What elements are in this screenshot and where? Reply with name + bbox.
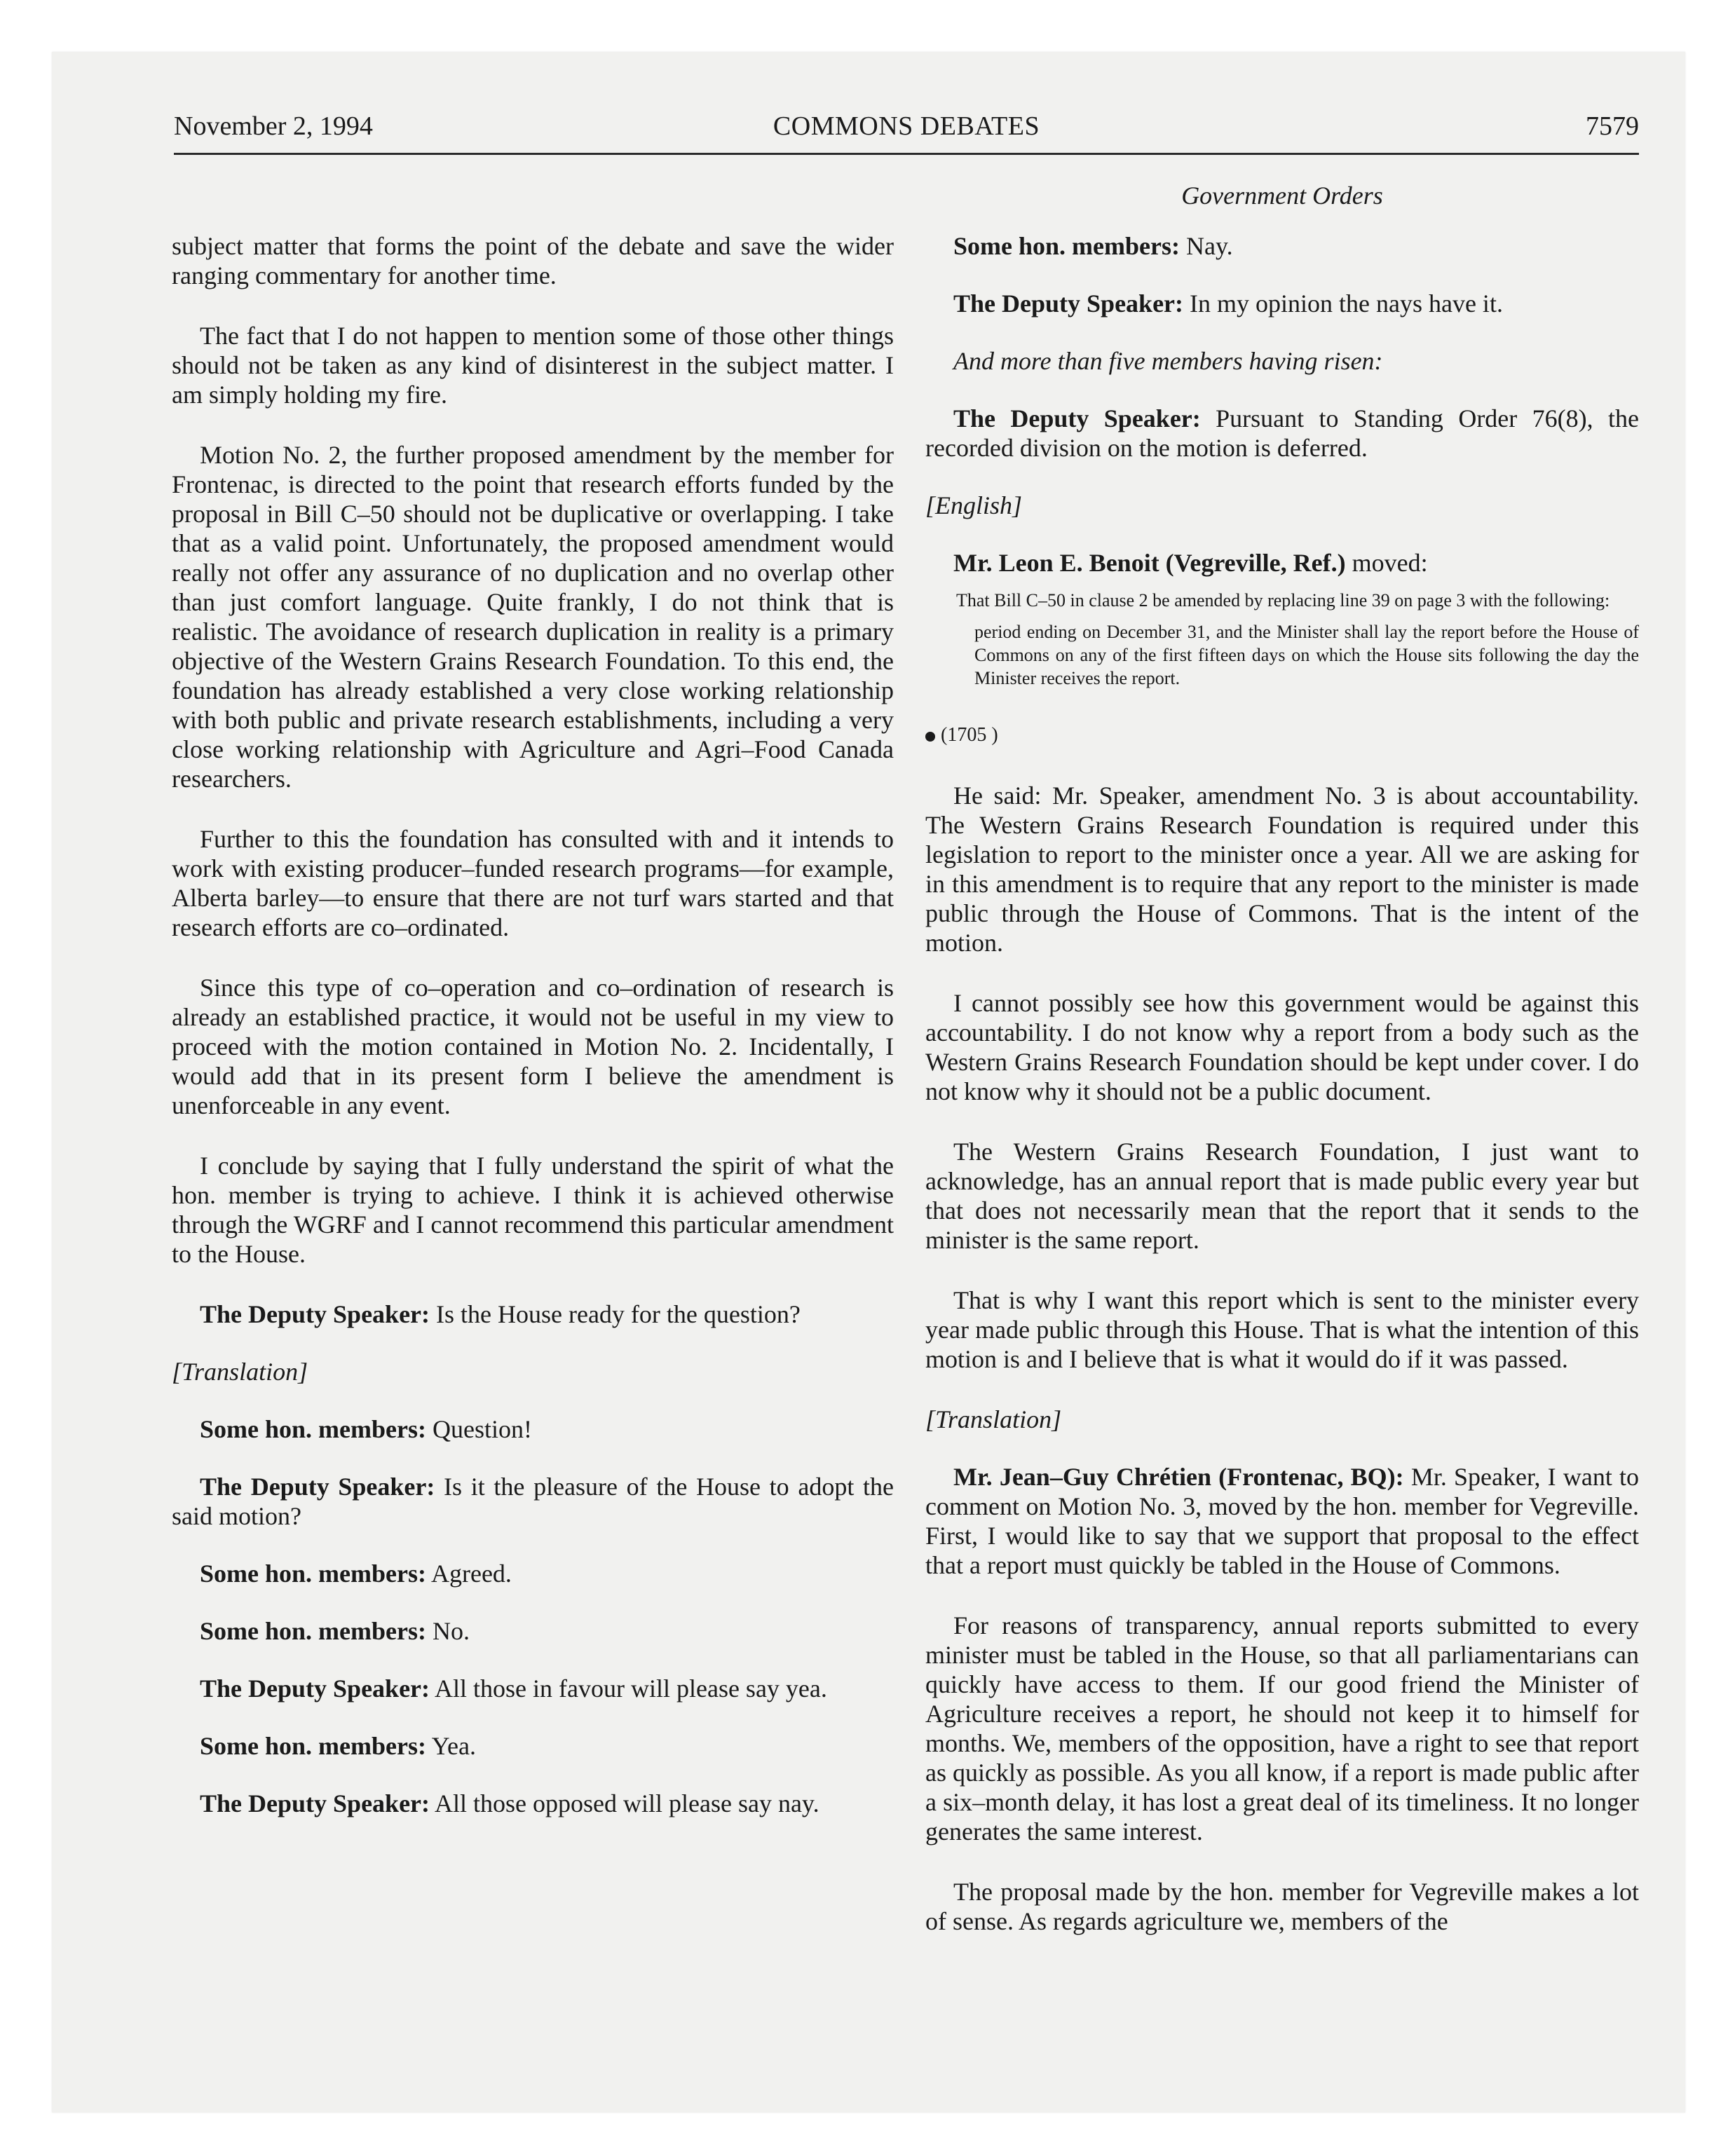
page-header — [174, 111, 1639, 155]
speaker-name: Some hon. members: — [200, 1560, 426, 1588]
speaker-name: The Deputy Speaker: — [200, 1300, 430, 1328]
speech-text: No. — [426, 1617, 470, 1645]
language-marker: [Translation] — [925, 1405, 1062, 1433]
speaker-name: The Deputy Speaker: — [200, 1473, 435, 1501]
paragraph: I conclude by saying that I fully understand the spirit of what the hon. member is trying to achieve. I think it is achieved otherwise through the WGRF and I cannot recommend this particular amendment to the House. — [172, 1152, 894, 1268]
paragraph: Further to this the foundation has consulted with and it intends to work with existing producer–funded research programs—for example, Alberta barley—to ensure that there are not turf wars started and that research efforts are co–ordinated. — [172, 825, 894, 941]
speech-text: All those in favour will please say yea. — [430, 1674, 827, 1703]
paragraph: He said: Mr. Speaker, amendment No. 3 is about accountability. The Western Grains Research Foundation is required under this legislation to report to the minister once a year. All we are asking for in this amendment is to require that any report to the minister is made public through the House of Commons. That is the intent of the motion. — [925, 782, 1639, 957]
speech — [925, 1462, 1639, 1580]
header-title: COMMONS DEBATES — [773, 111, 1040, 141]
speech-text: In my opinion the nays have it. — [1183, 289, 1503, 318]
header-page-number: 7579 — [1586, 111, 1639, 141]
speech — [172, 1559, 894, 1588]
speech — [172, 1674, 894, 1703]
motion-quote: period ending on December 31, and the Minister shall lay the report before the House of Commons on any of the first fifteen days on which the House sits following the day the Minister receives the report. — [974, 622, 1639, 688]
paragraph: subject matter that forms the point of the debate and save the wider ranging commentary for another time. — [172, 232, 894, 289]
speaker-name: Some hon. members: — [200, 1617, 426, 1645]
speaker-name: Some hon. members: — [200, 1415, 426, 1443]
section-title: Government Orders — [1181, 182, 1383, 210]
speech — [925, 231, 1639, 261]
speaker-name: The Deputy Speaker: — [953, 289, 1184, 318]
speech-text: moved: — [1345, 549, 1428, 577]
speech-text: Nay. — [1179, 232, 1233, 260]
speech-text: Pursuant to Standing Order 76(8), the recorded division on the motion is deferred. — [925, 404, 1639, 462]
paragraph: For reasons of transparency, annual reports submitted to every minister must be tabled in the House, so that all parliamentarians can quickly have access to them. If our good friend the Minister of Agriculture receives a report, he should not keep it to himself for months. We, members of the opposition, have a right to see that report as quickly as possible. As you all know, if a report is made public after a six–month delay, it has lost a great deal of its timeliness. It no longer generates the same interest. — [925, 1611, 1639, 1845]
header-date: November 2, 1994 — [174, 111, 373, 141]
paragraph: Since this type of co–operation and co–ordination of research is already an established practice, it would not be useful in my view to proceed with the motion contained in Motion No. 2. Incidentally, I would add that in its present form I believe the amendment is unenforceable in any event. — [172, 974, 894, 1119]
timestamp — [925, 721, 1639, 750]
paragraph: That is why I want this report which is sent to the minister every year made public through this House. That is what the intention of this motion is and I believe that is what it would do if it was passed. — [925, 1286, 1639, 1373]
speech-text: Question! — [426, 1415, 532, 1443]
speech — [172, 1616, 894, 1646]
speaker-name: Some hon. members: — [200, 1732, 426, 1760]
speech-text: Is the House ready for the question? — [430, 1300, 801, 1328]
speech-text: All those opposed will please say nay. — [430, 1789, 819, 1817]
language-marker: [English] — [925, 491, 1023, 519]
speech — [172, 1731, 894, 1761]
speaker-name: Some hon. members: — [953, 232, 1180, 260]
speech-text: Yea. — [426, 1732, 476, 1760]
speaker-name: The Deputy Speaker: — [200, 1674, 430, 1703]
paragraph: The fact that I do not happen to mention some of those other things should not be taken as any kind of disinterest in the subject matter. I am simply holding my fire. — [172, 322, 894, 409]
speech — [172, 1299, 894, 1329]
speaker-name: The Deputy Speaker: — [953, 404, 1201, 432]
paragraph: Motion No. 2, the further proposed amendment by the member for Frontenac, is directed to the point that research efforts funded by the proposal in Bill C–50 should not be duplicative or overlapping. I take that as a valid point. Unfortunately, the proposed amendment would really not offer any assurance of no duplication and no overlap other than just comfort language. Quite frankly, I do not think that is realistic. The avoidance of research duplication in reality is a primary objective of the Western Grains Research Foundation. To this end, the foundation has already established a very close working relationship with both public and private research establishments, including a very close working relationship with Agriculture and Agri–Food Canada researchers. — [172, 441, 894, 793]
right-column — [925, 181, 1639, 1967]
speaker-name: Mr. Leon E. Benoit (Vegreville, Ref.) — [953, 549, 1346, 577]
speech — [925, 404, 1639, 463]
speech — [172, 1414, 894, 1444]
speech-text: Is it the pleasure of the House to adopt the said motion? — [172, 1473, 894, 1530]
stage-direction: And more than five members having risen: — [953, 347, 1383, 375]
speech — [172, 1472, 894, 1531]
bullet-icon — [925, 732, 935, 742]
speech-text: Mr. Speaker, I want to comment on Motion No. 3, moved by the hon. member for Vegreville. First, I would like to say that we support that proposal to the effect that a report must quickly be tabled in the House of Commons. — [925, 1463, 1640, 1579]
left-column — [172, 231, 894, 1846]
timestamp-text: (1705 ) — [941, 724, 998, 746]
paragraph: The proposal made by the hon. member for Vegreville makes a lot of sense. As regards agriculture we, members of the — [925, 1878, 1639, 1935]
motion-quote: That Bill C–50 in clause 2 be amended by replacing line 39 on page 3 with the following: — [956, 590, 1610, 610]
speech — [172, 1789, 894, 1818]
language-marker: [Translation] — [172, 1358, 308, 1386]
speech — [925, 289, 1639, 318]
speech — [925, 548, 1639, 578]
speaker-name: The Deputy Speaker: — [200, 1789, 430, 1817]
paragraph: I cannot possibly see how this government would be against this accountability. I do not know why a report from a body such as the Western Grains Research Foundation should be kept under cover. I do not know why it should not be a public document. — [925, 989, 1639, 1105]
paragraph: The Western Grains Research Foundation, I just want to acknowledge, has an annual report that is made public every year but that does not necessarily mean that the report that it sends to the minister is the same report. — [925, 1138, 1639, 1254]
speaker-name: Mr. Jean–Guy Chrétien (Frontenac, BQ): — [953, 1463, 1404, 1491]
speech-text: Agreed. — [426, 1560, 512, 1588]
